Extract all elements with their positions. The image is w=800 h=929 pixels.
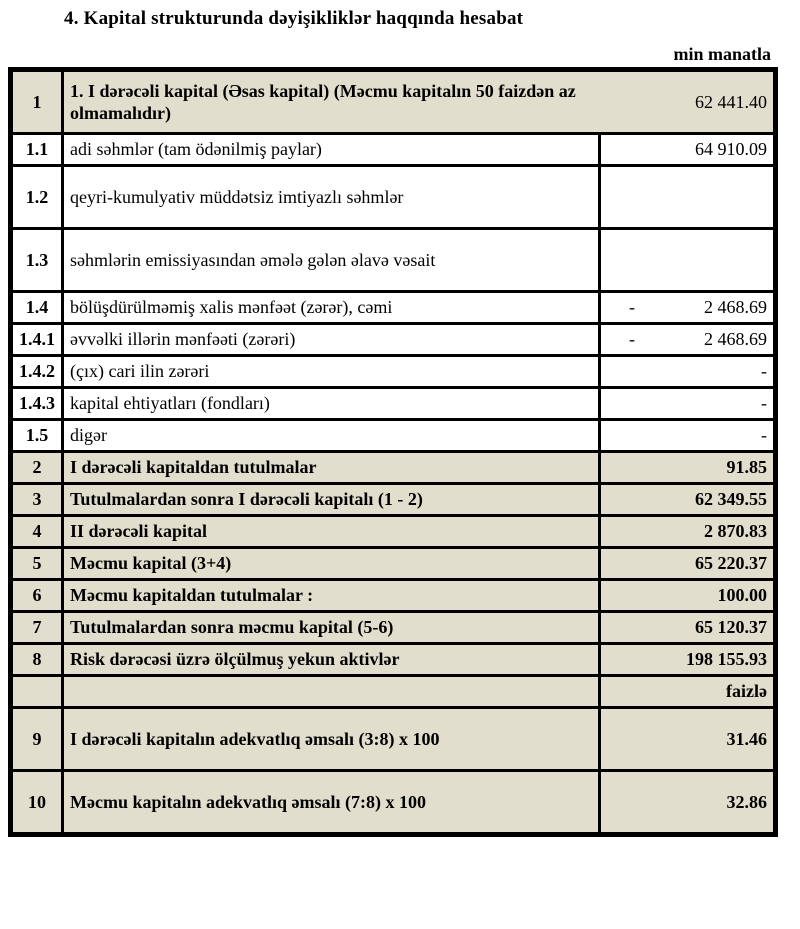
row-value-cell: faizlə bbox=[600, 676, 776, 708]
value-text: 2 468.69 bbox=[704, 297, 767, 318]
row-label-cell: Tutulmalardan sonra I dərəcəli kapitalı (1 - 2) bbox=[63, 484, 600, 516]
row-value-cell: - bbox=[600, 356, 776, 388]
row-number-cell bbox=[11, 676, 63, 708]
row-label-cell: digər bbox=[63, 420, 600, 452]
row-label-cell: Məcmu kapitalın adekvatlıq əmsalı (7:8) x 100 bbox=[63, 771, 600, 835]
table-row bbox=[11, 420, 776, 452]
row-number-cell: 9 bbox=[11, 708, 63, 771]
row-value-cell bbox=[600, 292, 776, 324]
table-row bbox=[11, 134, 776, 166]
minus-sign: - bbox=[629, 329, 635, 350]
row-value-cell: 64 910.09 bbox=[600, 134, 776, 166]
row-value-cell: 100.00 bbox=[600, 580, 776, 612]
negative-value bbox=[605, 328, 767, 351]
row-label-cell: Risk dərəcəsi üzrə ölçülmuş yekun aktivlər bbox=[63, 644, 600, 676]
row-number-cell: 5 bbox=[11, 548, 63, 580]
row-label-cell: (çıx) cari ilin zərəri bbox=[63, 356, 600, 388]
row-value-cell: 2 870.83 bbox=[600, 516, 776, 548]
table-row bbox=[11, 324, 776, 356]
table-row bbox=[11, 548, 776, 580]
unit-label: min manatla bbox=[673, 44, 771, 64]
table-row bbox=[11, 516, 776, 548]
negative-value bbox=[605, 296, 767, 319]
value-text: 2 468.69 bbox=[704, 329, 767, 350]
row-label-cell: səhmlərin emissiyasından əmələ gələn əlavə vəsait bbox=[63, 229, 600, 292]
row-number-cell: 1.4.3 bbox=[11, 388, 63, 420]
row-label-cell: qeyri-kumulyativ müddətsiz imtiyazlı səhmlər bbox=[63, 166, 600, 229]
row-number-cell: 7 bbox=[11, 612, 63, 644]
row-label-cell: Məcmu kapitaldan tutulmalar : bbox=[63, 580, 600, 612]
row-label-cell: I dərəcəli kapitaldan tutulmalar bbox=[63, 452, 600, 484]
row-value-cell: 198 155.93 bbox=[600, 644, 776, 676]
row-number-cell: 1.4.2 bbox=[11, 356, 63, 388]
table-row bbox=[11, 356, 776, 388]
row-label-cell bbox=[63, 676, 600, 708]
row-number-cell: 2 bbox=[11, 452, 63, 484]
row-value-cell: 65 220.37 bbox=[600, 548, 776, 580]
row-number-cell: 6 bbox=[11, 580, 63, 612]
row-value-cell bbox=[600, 229, 776, 292]
table-row bbox=[11, 388, 776, 420]
row-value-cell: 32.86 bbox=[600, 771, 776, 835]
row-value-cell: 91.85 bbox=[600, 452, 776, 484]
row-number-cell: 1.3 bbox=[11, 229, 63, 292]
row-value-cell: 31.46 bbox=[600, 708, 776, 771]
row-value-cell: 65 120.37 bbox=[600, 612, 776, 644]
table-row bbox=[11, 166, 776, 229]
table-row bbox=[11, 229, 776, 292]
table-row bbox=[11, 676, 776, 708]
row-label-cell: II dərəcəli kapital bbox=[63, 516, 600, 548]
row-number-cell: 1.4.1 bbox=[11, 324, 63, 356]
row-number-cell: 1.1 bbox=[11, 134, 63, 166]
table-row bbox=[11, 644, 776, 676]
row-label-cell: Məcmu kapital (3+4) bbox=[63, 548, 600, 580]
row-label-cell: əvvəlki illərin mənfəəti (zərəri) bbox=[63, 324, 600, 356]
row-value-cell: 62 349.55 bbox=[600, 484, 776, 516]
row-label-cell: Tutulmalardan sonra məcmu kapital (5-6) bbox=[63, 612, 600, 644]
row-value-cell bbox=[600, 324, 776, 356]
row-value-cell: 62 441.40 bbox=[600, 70, 776, 134]
row-label-cell: kapital ehtiyatları (fondları) bbox=[63, 388, 600, 420]
row-value-cell: - bbox=[600, 388, 776, 420]
minus-sign: - bbox=[629, 297, 635, 318]
row-number-cell: 1.4 bbox=[11, 292, 63, 324]
row-number-cell: 8 bbox=[11, 644, 63, 676]
table-row bbox=[11, 70, 776, 134]
row-value-cell: - bbox=[600, 420, 776, 452]
table-row bbox=[11, 612, 776, 644]
capital-structure-table bbox=[8, 67, 778, 837]
table-row bbox=[11, 580, 776, 612]
row-number-cell: 1.2 bbox=[11, 166, 63, 229]
row-label-cell: 1. I dərəcəli kapital (Əsas kapital) (Məcmu kapitalın 50 faizdən az olmamalıdır) bbox=[63, 70, 600, 134]
row-number-cell: 1.5 bbox=[11, 420, 63, 452]
row-value-cell bbox=[600, 166, 776, 229]
table-row bbox=[11, 771, 776, 835]
row-number-cell: 10 bbox=[11, 771, 63, 835]
table-row bbox=[11, 452, 776, 484]
capital-table-body bbox=[11, 70, 776, 835]
row-label-cell: I dərəcəli kapitalın adekvatlıq əmsalı (3:8) x 100 bbox=[63, 708, 600, 771]
row-label-cell: bölüşdürülməmiş xalis mənfəət (zərər), cəmi bbox=[63, 292, 600, 324]
table-row bbox=[11, 484, 776, 516]
page-title: 4. Kapital strukturunda dəyişikliklər haqqında hesabat bbox=[64, 8, 524, 29]
table-row bbox=[11, 292, 776, 324]
row-number-cell: 3 bbox=[11, 484, 63, 516]
table-row bbox=[11, 708, 776, 771]
row-label-cell: adi səhmlər (tam ödənilmiş paylar) bbox=[63, 134, 600, 166]
row-number-cell: 4 bbox=[11, 516, 63, 548]
row-number-cell: 1 bbox=[11, 70, 63, 134]
